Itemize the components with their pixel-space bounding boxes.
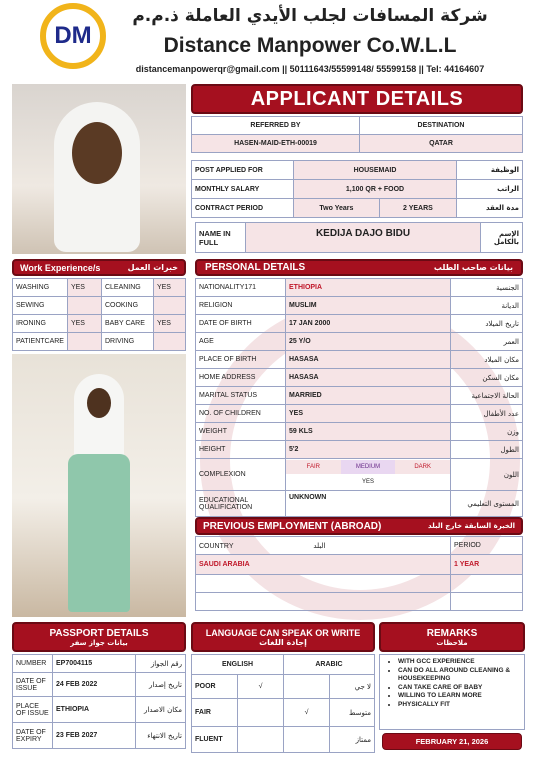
experience-skill: COOKING (101, 297, 153, 315)
language-english-mark (238, 727, 284, 753)
language-col-arabic: ARABIC (284, 655, 375, 675)
experience-skill: WASHING (13, 279, 68, 297)
previous-employment-title: PREVIOUS EMPLOYMENT (ABROAD) (203, 520, 382, 532)
work-experience-header (12, 259, 186, 276)
experience-skill: IRONING (13, 315, 68, 333)
passport-value: 23 FEB 2027 (53, 723, 136, 749)
personal-label-ar: مكان السكن (451, 369, 523, 387)
passport-label-ar: رقم الجواز (136, 655, 186, 673)
work-experience-title: Work Experience/s (20, 262, 101, 273)
employment-row (196, 555, 523, 575)
complexion-mark: YES (362, 478, 375, 485)
personal-label: HEIGHT (196, 441, 286, 459)
referred-by-label: REFERRED BY (192, 117, 360, 135)
destination-label: DESTINATION (360, 117, 523, 135)
personal-label: NO. OF CHILDREN (196, 405, 286, 423)
language-arabic-mark (284, 727, 330, 753)
personal-details-table (195, 278, 523, 517)
period-col-header: PERIOD (451, 537, 523, 555)
previous-employment-table (195, 536, 523, 611)
passport-value: EP7004115 (53, 655, 136, 673)
personal-row (196, 279, 523, 297)
personal-label-ar: الطول (451, 441, 523, 459)
experience-value (153, 297, 185, 315)
remarks-header (379, 622, 525, 652)
country-col-header (196, 537, 451, 555)
applicant-portrait-photo (12, 84, 186, 254)
personal-value: HASASA (286, 369, 451, 387)
personal-label: DATE OF BIRTH (196, 315, 286, 333)
previous-employment-title-ar: الخبرة السابقة خارج البلد (428, 522, 515, 530)
post-label-ar: الوظيفة (457, 161, 523, 180)
salary-label: MONTHLY SALARY (192, 180, 294, 199)
passport-row (13, 673, 186, 697)
remark-item: • CAN TAKE CARE OF BABY (398, 684, 520, 693)
language-level-ar: ممتاز (330, 727, 375, 753)
company-logo (40, 3, 106, 69)
complexion-dark: DARK (395, 460, 450, 474)
passport-label: PLACE OF ISSUE (13, 697, 53, 723)
language-level: POOR (192, 675, 238, 699)
language-row (192, 727, 375, 753)
personal-label-ar: تاريخ الميلاد (451, 315, 523, 333)
passport-label: NUMBER (13, 655, 53, 673)
name-label: NAME IN FULL (196, 223, 246, 253)
contact-line: distancemanpowerqr@gmail.com || 50111643/55599148/ 55599158 || Tel: 44164607 (135, 64, 485, 74)
language-level: FLUENT (192, 727, 238, 753)
remark-item: • WILLING TO LEARN MORE (398, 692, 520, 701)
personal-value: MARRIED (286, 387, 451, 405)
personal-value: 25 Y/O (286, 333, 451, 351)
body-uniform (68, 454, 130, 612)
education-label-ar: المستوى التعليمي (451, 491, 523, 517)
name-table (195, 222, 523, 253)
contract-value: Two Years (294, 199, 380, 218)
experience-value (67, 333, 101, 351)
applicant-details-header (191, 84, 523, 114)
remark-item: • WITH GCC EXPERIENCE (398, 658, 520, 667)
passport-row (13, 697, 186, 723)
work-experience-title-ar: خبرات العمل (127, 263, 178, 272)
language-level-ar: متوسط (330, 699, 375, 727)
language-english-mark (238, 699, 284, 727)
personal-label-ar: وزن (451, 423, 523, 441)
salary-value: 1,100 QR + FOOD (294, 180, 457, 199)
complexion-label: COMPLEXION (196, 459, 286, 491)
personal-row (196, 297, 523, 315)
passport-label-ar: مكان الاصدار (136, 697, 186, 723)
applicant-full-body-photo (12, 354, 186, 617)
personal-value: 17 JAN 2000 (286, 315, 451, 333)
remarks-title-ar: ملاحظات (436, 638, 468, 647)
personal-details-header (195, 259, 523, 276)
employment-country: SAUDI ARABIA (196, 555, 451, 575)
passport-details-title: PASSPORT DETAILS (49, 627, 149, 639)
passport-table (12, 654, 186, 749)
personal-value: YES (286, 405, 451, 423)
logo-text: DM (54, 22, 92, 49)
personal-label-ar: الحالة الاجتماعية (451, 387, 523, 405)
experience-row (13, 297, 186, 315)
passport-value: ETHIOPIA (53, 697, 136, 723)
post-value: HOUSEMAID (294, 161, 457, 180)
personal-label: WEIGHT (196, 423, 286, 441)
experience-value: YES (67, 279, 101, 297)
country-col-label: COUNTRY (199, 542, 234, 550)
personal-label-ar: عدد الأطفال (451, 405, 523, 423)
remarks-list (384, 658, 520, 709)
experience-row (13, 315, 186, 333)
language-row (192, 699, 375, 727)
contract-label: CONTRACT PERIOD (192, 199, 294, 218)
company-name-ar: شركة المسافات لجلب الأيدي العاملة ذ.م.م (132, 6, 488, 26)
passport-row (13, 655, 186, 673)
language-level: FAIR (192, 699, 238, 727)
personal-row (196, 351, 523, 369)
language-table (191, 654, 375, 753)
language-title: LANGUAGE CAN SPEAK OR WRITE (205, 627, 361, 638)
work-experience-table (12, 278, 186, 351)
language-col-english: ENGLISH (192, 655, 284, 675)
salary-label-ar: الراتب (457, 180, 523, 199)
experience-value: YES (153, 279, 185, 297)
personal-label-ar: العمر (451, 333, 523, 351)
personal-value: 5'2 (286, 441, 451, 459)
post-label: POST APPLIED FOR (192, 161, 294, 180)
personal-label: RELIGION (196, 297, 286, 315)
personal-row (196, 405, 523, 423)
contract-label-ar: مدة العقد (457, 199, 523, 218)
personal-label: NATIONALITY171 (196, 279, 286, 297)
passport-label: DATE OF ISSUE (13, 673, 53, 697)
nationality-value: ETHIOPIA (286, 279, 451, 297)
language-arabic-mark: √ (284, 699, 330, 727)
passport-value: 24 FEB 2022 (53, 673, 136, 697)
experience-value (153, 333, 185, 351)
language-level-ar: لا جي (330, 675, 375, 699)
contract-value-years: 2 YEARS (379, 199, 456, 218)
remark-item: • CAN DO ALL AROUND CLEANING & HOUSEKEEPING (398, 667, 520, 684)
personal-row (196, 441, 523, 459)
applicant-details-title: APPLICANT DETAILS (250, 87, 464, 110)
passport-label-ar: تاريخ الانتهاء (136, 723, 186, 749)
experience-skill: PATIENTCARE (13, 333, 68, 351)
experience-value (67, 297, 101, 315)
personal-label-ar: الديانة (451, 297, 523, 315)
remarks-title: REMARKS (426, 627, 478, 639)
language-header (191, 622, 375, 652)
language-english-mark: √ (238, 675, 284, 699)
education-label: EDUCATIONAL QUALIFICATION (196, 491, 286, 517)
post-table (191, 160, 523, 218)
experience-skill: BABY CARE (101, 315, 153, 333)
experience-skill: DRIVING (101, 333, 153, 351)
language-row (192, 675, 375, 699)
referral-table (191, 116, 523, 153)
passport-label-ar: تاريخ إصدار (136, 673, 186, 697)
country-col-label-ar: البلد (313, 541, 326, 550)
document-date: FEBRUARY 21, 2026 (415, 737, 489, 746)
personal-label-ar: مكان الميلاد (451, 351, 523, 369)
personal-row (196, 333, 523, 351)
remarks-date (382, 733, 522, 750)
personal-details-title-ar: بيانات صاحب الطلب (433, 263, 513, 272)
body-face (87, 388, 111, 418)
passport-details-title-ar: بيانات جواز سفر (70, 638, 128, 647)
referred-by-value: HASEN-MAID-ETH-00019 (192, 135, 360, 153)
personal-value: HASASA (286, 351, 451, 369)
personal-details-title: PERSONAL DETAILS (205, 262, 306, 273)
experience-value: YES (67, 315, 101, 333)
experience-row (13, 279, 186, 297)
complexion-options (286, 459, 451, 491)
complexion-fair: FAIR (286, 460, 341, 474)
personal-label: MARITAL STATUS (196, 387, 286, 405)
remark-item: • PHYSICALLY FIT (398, 701, 520, 710)
company-name-en: Distance Manpower Co.W.L.L (163, 34, 457, 57)
experience-skill: CLEANING (101, 279, 153, 297)
experience-value: YES (153, 315, 185, 333)
personal-label: HOME ADDRESS (196, 369, 286, 387)
personal-row (196, 387, 523, 405)
passport-row (13, 723, 186, 749)
destination-value: QATAR (360, 135, 523, 153)
language-title-ar: إجادة اللغات (259, 637, 307, 647)
personal-label: PLACE OF BIRTH (196, 351, 286, 369)
name-value: KEDIJA DAJO BIDU (246, 223, 481, 253)
experience-skill: SEWING (13, 297, 68, 315)
portrait-face (72, 122, 122, 184)
complexion-medium: MEDIUM (341, 460, 396, 474)
personal-label: AGE (196, 333, 286, 351)
previous-employment-header (195, 517, 523, 535)
personal-row (196, 369, 523, 387)
personal-row (196, 315, 523, 333)
personal-value: 59 KLS (286, 423, 451, 441)
personal-row (196, 423, 523, 441)
name-label-ar: الإسم بالكامل (481, 223, 523, 253)
personal-value: MUSLIM (286, 297, 451, 315)
complexion-label-ar: اللون (451, 459, 523, 491)
language-arabic-mark (284, 675, 330, 699)
education-value: UNKNOWN (286, 491, 451, 517)
experience-row (13, 333, 186, 351)
complexion-row (196, 459, 523, 491)
personal-label-ar: الجنسية (451, 279, 523, 297)
passport-details-header (12, 622, 186, 652)
education-row (196, 491, 523, 517)
remarks-box (379, 654, 525, 730)
employment-period: 1 YEAR (451, 555, 523, 575)
passport-label: DATE OF EXPIRY (13, 723, 53, 749)
